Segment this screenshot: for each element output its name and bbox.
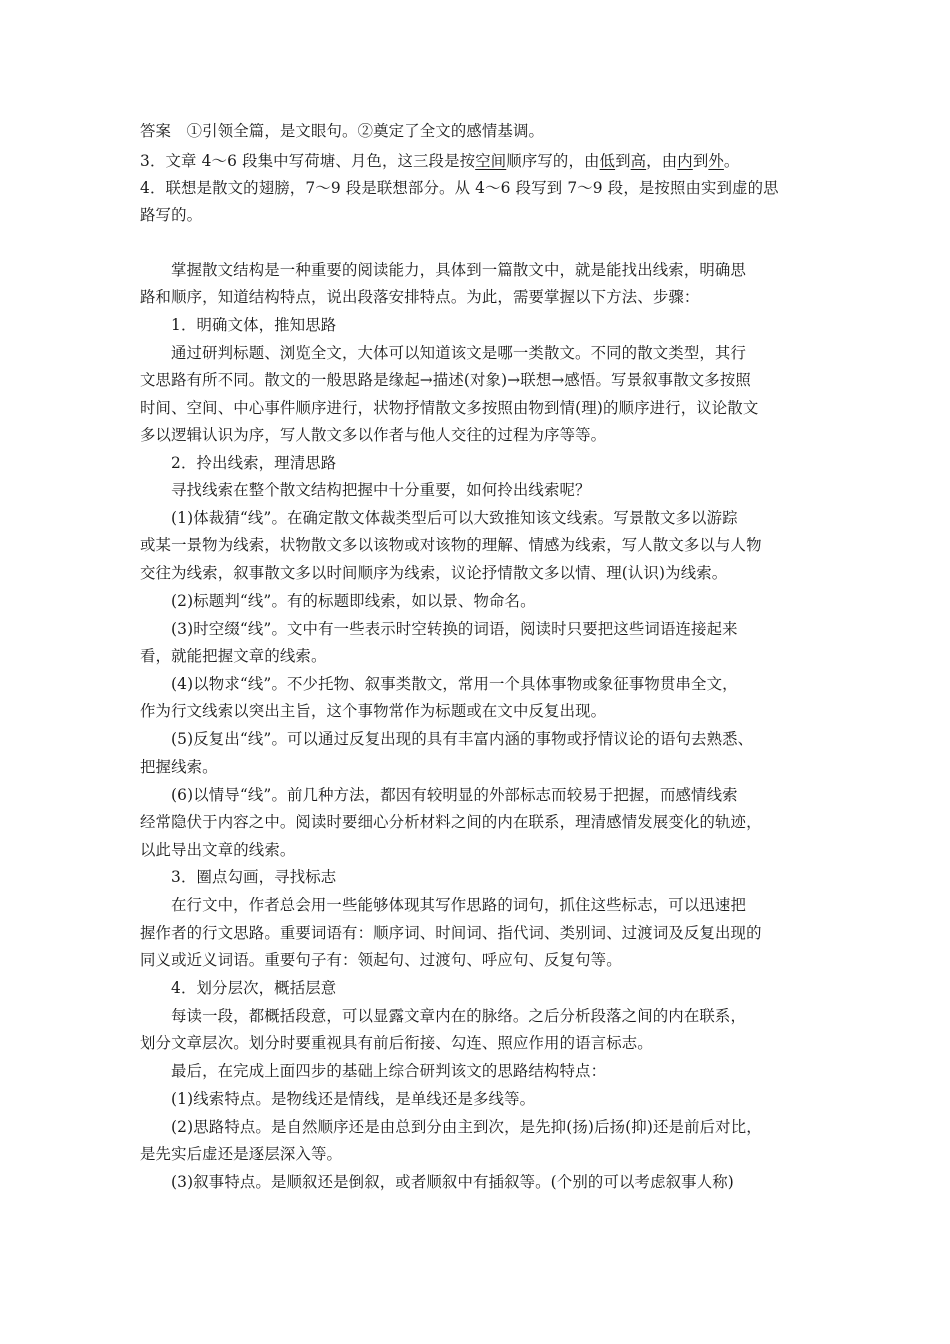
list-item: (1)线索特点。是物线还是情线，是单线还是多线等。 (171, 1090, 536, 1108)
paragraph-line: 时间、空间、中心事件顺序进行，状物抒情散文多按照由物到情(理)的顺序进行，议论散文 (140, 399, 759, 417)
list-item: (3)叙事特点。是顺叙还是倒叙，或者顺叙中有插叙等。(个别的可以考虑叙事人称) (171, 1173, 734, 1191)
section-heading: 4．划分层次，概括层意 (171, 979, 337, 997)
paragraph-line: 路和顺序，知道结构特点，说出段落安排特点。为此，需要掌握以下方法、步骤： (140, 288, 700, 306)
list-item-cont: 看，就能把握文章的线索。 (140, 647, 327, 665)
paragraph-line: 多以逻辑认识为序，写人散文多以作者与他人交往的过程为序等等。 (140, 426, 607, 444)
answer-item-4-cont: 路写的。 (140, 206, 203, 224)
paragraph-line: 掌握散文结构是一种重要的阅读能力，具体到一篇散文中，就是能找出线索，明确思 (171, 261, 747, 279)
list-item-cont: 或某一景物为线索，状物散文多以该物或对该物的理解、情感为线索，写人散文多以与人物 (140, 536, 762, 554)
list-item: (5)反复出“线”。可以通过反复出现的具有丰富内涵的事物或抒情议论的语句去熟悉、 (171, 730, 754, 748)
list-item: (1)体裁猜“线”。在确定散文体裁类型后可以大致推知该文线索。写景散文多以游踪 (171, 509, 738, 527)
underlined-word: 外 (708, 152, 724, 170)
answer-text: 3．文章 4～6 段集中写荷塘、月色，这三段是按 (140, 152, 476, 170)
answer-text: 顺序写的，由 (506, 152, 600, 170)
list-item-cont: 是先实后虚还是逐层深入等。 (140, 1145, 343, 1163)
answer-text: 。 (723, 152, 740, 170)
list-item-cont: 经常隐伏于内容之中。阅读时要细心分析材料之间的内在联系，理清感情发展变化的轨迹， (140, 813, 762, 831)
paragraph-line: 在行文中，作者总会用一些能够体现其写作思路的词句，抓住这些标志，可以迅速把 (171, 896, 747, 914)
list-item-cont: 把握线索。 (140, 758, 218, 776)
section-heading: 1．明确文体，推知思路 (171, 316, 337, 334)
paragraph-line: 寻找线索在整个散文结构把握中十分重要，如何拎出线索呢？ (171, 481, 591, 499)
list-item-cont: 作为行文线索以突出主旨，这个事物常作为标题或在文中反复出现。 (140, 702, 607, 720)
paragraph-line: 划分文章层次。划分时要重视具有前后衔接、勾连、照应作用的语言标志。 (140, 1034, 653, 1052)
answer-text: 到 (615, 152, 631, 170)
paragraph-line: 握作者的行文思路。重要词语有：顺序词、时间词、指代词、类别词、过渡词及反复出现的 (140, 924, 762, 942)
list-item: (2)思路特点。是自然顺序还是由总到分由主到次，是先抑(扬)后扬(抑)还是前后对比， (171, 1118, 762, 1136)
underlined-word: 空间 (475, 152, 507, 170)
section-heading: 2．拎出线索，理清思路 (171, 454, 337, 472)
list-item: (6)以情导“线”。前几种方法，都因有较明显的外部标志而较易于把握，而感情线索 (171, 786, 738, 804)
answer-item-3 (140, 148, 830, 174)
underlined-word: 高 (630, 152, 647, 170)
list-item: (2)标题判“线”。有的标题即线索，如以景、物命名。 (171, 592, 536, 610)
list-item: (3)时空缀“线”。文中有一些表示时空转换的词语，阅读时只要把这些词语连接起来 (171, 620, 738, 638)
list-item: (4)以物求“线”。不少托物、叙事类散文，常用一个具体事物或象征事物贯串全文， (171, 675, 738, 693)
answer-item-4: 4．联想是散文的翅膀，7～9 段是联想部分。从 4～6 段写到 7～9 段，是按照由实到虚的思 (140, 179, 779, 197)
list-item-cont: 以此导出文章的线索。 (140, 841, 296, 859)
answer-text: 到 (692, 152, 709, 170)
section-heading: 3．圈点勾画，寻找标志 (171, 868, 337, 886)
paragraph-line: 通过研判标题、浏览全文，大体可以知道该文是哪一类散文。不同的散文类型，其行 (171, 344, 747, 362)
paragraph-line: 每读一段，都概括段意，可以显露文章内在的脉络。之后分析段落之间的内在联系， (171, 1007, 747, 1025)
paragraph-line: 文思路有所不同。散文的一般思路是缘起→描述(对象)→联想→感悟。写景叙事散文多按照 (140, 371, 751, 389)
answer-line: 答案 ①引领全篇，是文眼句。②奠定了全文的感情基调。 (140, 122, 545, 140)
paragraph-line: 同义或近义词语。重要句子有：领起句、过渡句、呼应句、反复句等。 (140, 951, 622, 969)
answer-text: ，由 (646, 152, 678, 170)
underlined-word: 低 (599, 152, 616, 170)
underlined-word: 内 (677, 152, 693, 170)
list-item-cont: 交往为线索，叙事散文多以时间顺序为线索，议论抒情散文多以情、理(认识)为线索。 (140, 564, 728, 582)
paragraph-line: 最后，在完成上面四步的基础上综合研判该文的思路结构特点： (171, 1062, 607, 1080)
